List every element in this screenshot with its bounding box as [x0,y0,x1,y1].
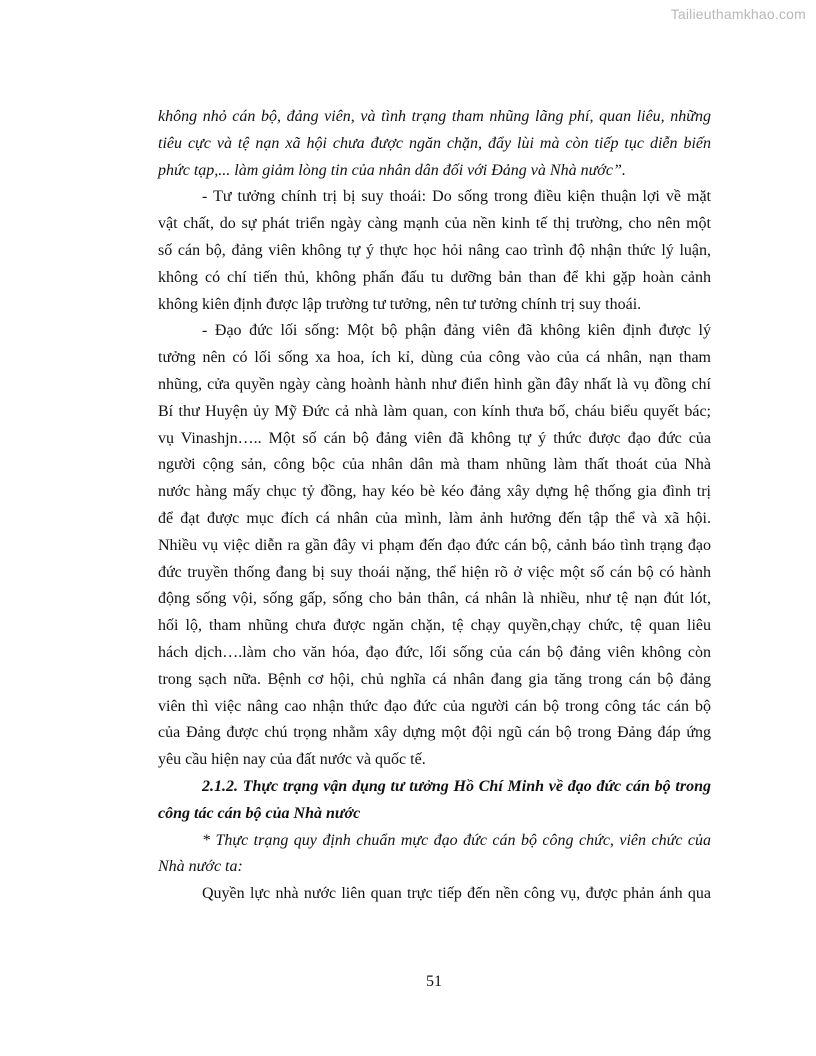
text-line: số cán bộ, đảng viên không tự ý thực học hỏi nâng cao trình độ nhận thức lý luận, [158,241,711,259]
subheading-line: Nhà nước ta: [158,858,243,876]
text-line: đức truyền thống đang bị suy thoái nặng, thể hiện rõ ở việc một số cán bộ có hành [158,563,711,581]
page-number: 51 [426,973,442,990]
heading-line: 2.1.2. Thực trạng vận dụng tư tưởng Hồ Chí Minh về đạo đức cán bộ trong [202,777,711,795]
watermark: Tailieuthamkhao.com [670,6,806,22]
text-line: nước hàng mấy chục tỷ đồng, hay kéo bè kéo đảng xây dựng hệ thống gia đình trị [158,483,711,501]
text-line: hối lộ, tham nhũng chưa được ngăn chặn, tệ chạy quyền,chạy chức, tệ quan liêu [158,617,711,635]
text-line: Quyền lực nhà nước liên quan trực tiếp đến nền công vụ, được phản ánh qua [202,885,711,903]
text-line: yêu cầu hiện nay của đất nước và quốc tế. [158,751,426,769]
text-line: hách dịch….làm cho văn hóa, đạo đức, lối sống của cán bộ đảng viên không còn [158,643,711,661]
text-line: động sống vội, sống gấp, sống cho bản thân, cá nhân là nhiều, như tệ nạn đút lót, [158,590,711,608]
text-line: người cộng sản, công bộc của nhân dân mà tham nhũng làm thất thoát của Nhà [158,456,711,474]
text-line: không kiên định được lập trường tư tưởng, nên tư tưởng chính trị suy thoái. [158,295,642,313]
text-line: nhũng, cửa quyền ngày càng hoành hành như điển hình gần đây nhất là vụ đồng chí [158,375,711,393]
text-line: tưởng nên có lối sống xa hoa, ích kỉ, dùng của công vào của cá nhân, nạn tham [158,349,711,367]
text-line: trong sạch nữa. Bệnh cơ hội, chủ nghĩa cá nhân đang gia tăng trong cán bộ đảng [158,670,711,688]
text-line: Bí thư Huyện ủy Mỹ Đức cả nhà làm quan, con kính thưa bố, cháu biểu quyết bác; [158,402,711,420]
text-line: - Tư tưởng chính trị bị suy thoái: Do sống trong điều kiện thuận lợi về mặt [202,188,711,206]
heading-line: công tác cán bộ của Nhà nước [158,804,361,822]
text-line: của Đảng được chú trọng nhằm xây dựng một đội ngũ cán bộ trong Đảng đáp ứng [158,724,711,742]
subheading [158,828,711,882]
text-line: không có chí tiến thủ, không phấn đấu tu dưỡng bản than để khi gặp hoàn cảnh [158,268,711,286]
text-line: không nhỏ cán bộ, đảng viên, và tình trạng tham nhũng lãng phí, quan liêu, những [158,108,711,125]
quote-continuation [158,104,711,184]
text-line: vật chất, do sự phát triển ngày càng mạnh của nền kinh tế thị trường, cho nên một [158,215,711,233]
paragraph-state-power [158,881,711,908]
document-body [158,104,711,908]
text-line: - Đạo đức lối sống: Một bộ phận đảng viên đã không kiên định được lý [202,322,711,340]
text-line: viên thì việc nâng cao nhận thức đạo đức của người cán bộ trong công tác cán bộ [158,697,711,715]
subheading-line: * Thực trạng quy định chuẩn mực đạo đức cán bộ công chức, viên chức của [202,831,711,849]
paragraph-political-thought [158,184,711,318]
paragraph-morality-lifestyle [158,318,711,774]
text-line: tiêu cực và tệ nạn xã hội chưa được ngăn chặn, đẩy lùi mà còn tiếp tục diễn biến [158,134,711,152]
text-line: phức tạp,... làm giảm lòng tin của nhân dân đối với Đảng và Nhà nước”. [158,161,626,179]
text-line: vụ Vinashjn….. Một số cán bộ đảng viên đã không tự ý thức được đạo đức của [158,429,711,447]
section-heading [158,774,711,828]
text-line: Nhiều vụ việc diễn ra gần đây vi phạm đến đạo đức cán bộ, cảnh báo tình trạng đạo [158,536,711,554]
text-line: để đạt được mục đích cá nhân của mình, làm ảnh hưởng đến tập thể và xã hội. [158,509,711,527]
